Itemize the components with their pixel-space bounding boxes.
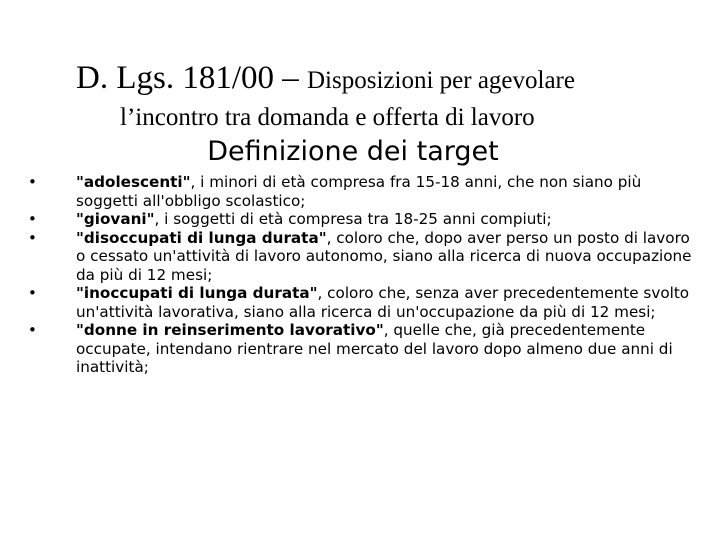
target-term: "adolescenti" bbox=[76, 173, 191, 191]
list-item bbox=[22, 210, 702, 229]
bullet-icon: • bbox=[28, 321, 37, 339]
list-item bbox=[22, 321, 702, 377]
list-item bbox=[22, 173, 702, 210]
target-description: , quelle che, già precedentemente occupate, intendano rientrare nel mercato del lavoro dopo almeno due anni di inattività; bbox=[76, 321, 673, 376]
target-description: , coloro che, senza aver precedentemente svolto un'attività lavorativa, siano alla ricerca di un'occupazione da più di 12 mesi; bbox=[76, 284, 690, 321]
target-term: "giovani" bbox=[76, 210, 155, 228]
target-term: "inoccupati di lunga durata" bbox=[76, 284, 318, 302]
slide-subtitle: Definizione dei target bbox=[207, 136, 499, 167]
bullet-icon: • bbox=[28, 173, 37, 191]
bullet-icon: • bbox=[28, 210, 37, 228]
bullet-icon: • bbox=[28, 228, 37, 247]
list-item bbox=[22, 229, 702, 285]
bullet-icon: • bbox=[28, 284, 37, 302]
title-line-2: l’incontro tra domanda e offerta di lavoro bbox=[120, 104, 535, 131]
target-term: "donne in reinserimento lavorativo" bbox=[76, 321, 384, 339]
target-definitions-list bbox=[22, 173, 702, 377]
title-law-reference: D. Lgs. 181/00 – bbox=[76, 60, 307, 96]
target-term: "disoccupati di lunga durata" bbox=[76, 228, 327, 247]
target-description: , i soggetti di età compresa tra 18-25 anni compiuti; bbox=[154, 210, 552, 228]
list-item bbox=[22, 284, 702, 321]
title-line-1 bbox=[76, 56, 575, 106]
target-description: , coloro che, dopo aver perso un posto di lavoro o cessato un'attività di lavoro autonomo, siano alla ricerca di nuova occupazione da più di 12 mesi; bbox=[76, 228, 692, 284]
target-description: , i minori di età compresa fra 15-18 anni, che non siano più soggetti all'obbligo scolastico; bbox=[76, 173, 642, 210]
title-law-name: Disposizioni per agevolare bbox=[307, 67, 575, 94]
